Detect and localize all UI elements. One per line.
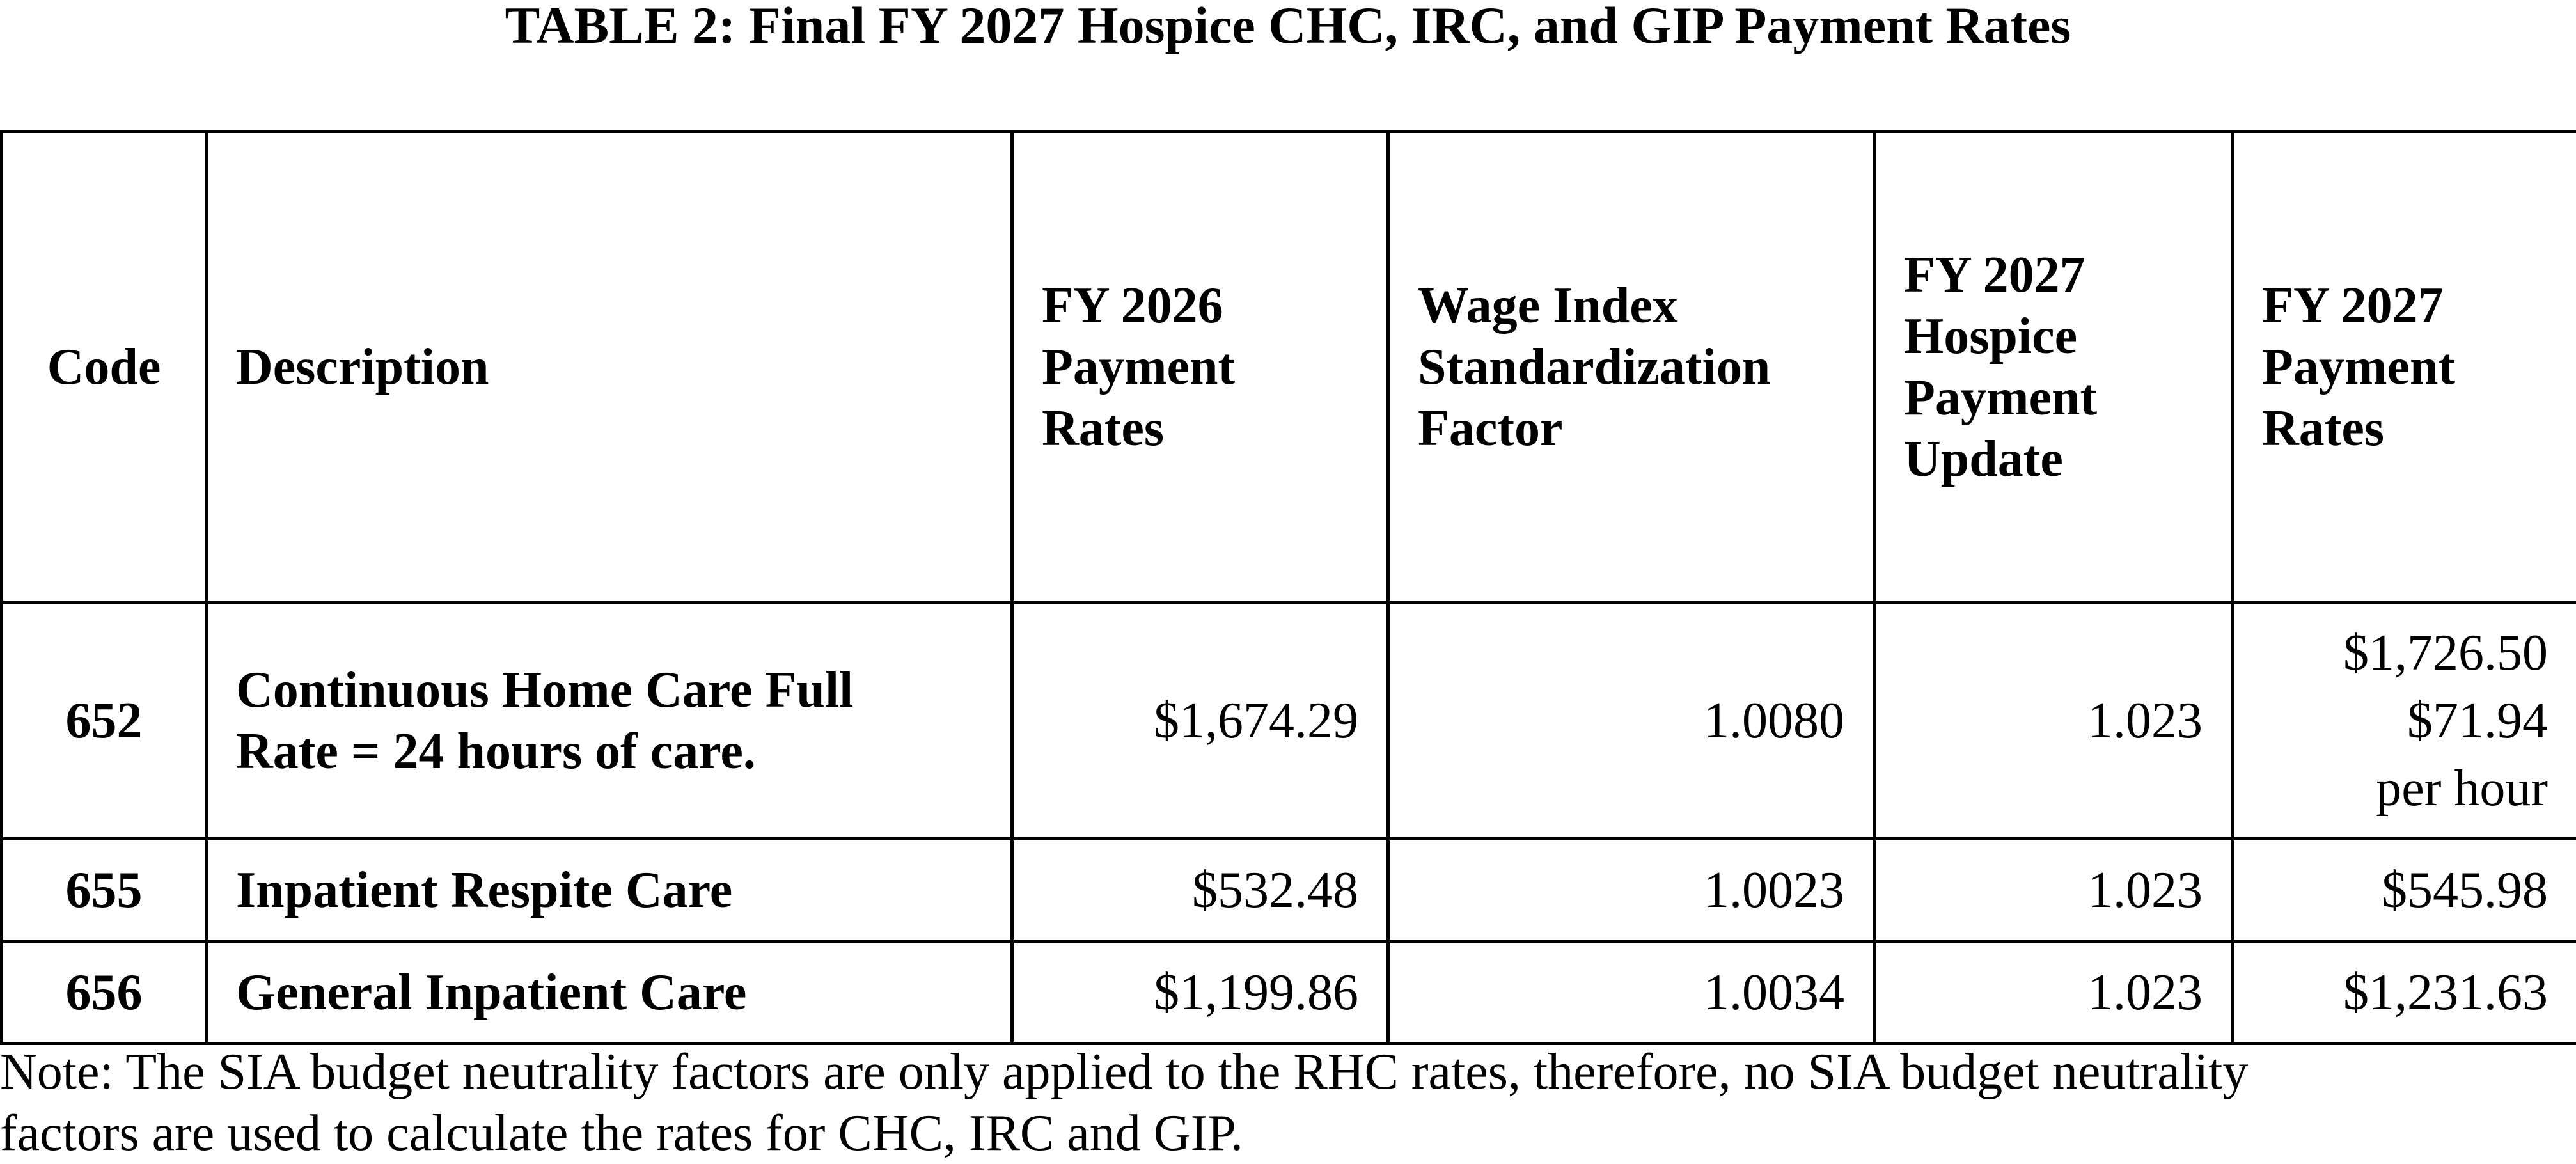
header-update-line-2: Hospice: [1904, 308, 2077, 365]
description-cell: General Inpatient Care: [207, 941, 1012, 1044]
header-fy2027-rates: [2233, 132, 2576, 602]
header-description: [207, 132, 1012, 602]
table-row: [2, 839, 2576, 941]
header-code-label: Code: [47, 339, 161, 395]
note-line-2: factors are used to calculate the rates for CHC, IRC and GIP.: [0, 1105, 1243, 1161]
payment-update-cell: 1.023: [1874, 602, 2233, 839]
fy2027-rate-line-2: $71.94: [2407, 693, 2548, 749]
description-cell: [207, 602, 1012, 839]
table-row: [2, 941, 2576, 1044]
table-note: [0, 1041, 2494, 1164]
fy2027-rate-line-3: per hour: [2376, 760, 2548, 817]
header-update-line-1: FY 2027: [1904, 247, 2085, 303]
header-payment-update: [1874, 132, 2233, 602]
header-update-line-4: Update: [1904, 431, 2063, 487]
code-cell: 656: [2, 941, 207, 1044]
header-wage-index-factor: [1388, 132, 1874, 602]
wage-factor-cell: 1.0034: [1388, 941, 1874, 1044]
code-cell: 655: [2, 839, 207, 941]
header-fy2027-line-1: FY 2027: [2262, 278, 2444, 334]
description-cell: Inpatient Respite Care: [207, 839, 1012, 941]
header-fy2026-line-2: Payment: [1042, 339, 1235, 395]
header-wage-line-2: Standardization: [1418, 339, 1770, 395]
code-cell: 652: [2, 602, 207, 839]
fy2026-rate-cell: $532.48: [1012, 839, 1388, 941]
wage-factor-cell: 1.0023: [1388, 839, 1874, 941]
payment-update-cell: 1.023: [1874, 941, 2233, 1044]
fy2026-rate-cell: $1,199.86: [1012, 941, 1388, 1044]
note-line-1: Note: The SIA budget neutrality factors are only applied to the RHC rates, therefore, no SIA budget neutrality: [0, 1044, 2248, 1100]
header-fy2026-line-1: FY 2026: [1042, 278, 1223, 334]
fy2027-rate-cell: $545.98: [2233, 839, 2576, 941]
table-header-row: [2, 132, 2576, 602]
header-description-label: Description: [236, 339, 489, 395]
header-update-line-3: Payment: [1904, 370, 2097, 426]
description-line-2: Rate = 24 hours of care.: [236, 723, 756, 780]
fy2026-rate-cell: $1,674.29: [1012, 602, 1388, 839]
fy2027-rate-cell: $1,231.63: [2233, 941, 2576, 1044]
header-wage-line-3: Factor: [1418, 400, 1563, 457]
table-title: TABLE 2: Final FY 2027 Hospice CHC, IRC, and GIP Payment Rates: [0, 0, 2576, 58]
fy2027-rate-line-1: $1,726.50: [2343, 625, 2548, 681]
fy2027-rate-cell: [2233, 602, 2576, 839]
header-wage-line-1: Wage Index: [1418, 278, 1678, 334]
payment-update-cell: 1.023: [1874, 839, 2233, 941]
header-fy2027-line-3: Rates: [2262, 400, 2384, 457]
header-fy2026-line-3: Rates: [1042, 400, 1164, 457]
header-fy2027-line-2: Payment: [2262, 339, 2455, 395]
header-code: [2, 132, 207, 602]
wage-factor-cell: 1.0080: [1388, 602, 1874, 839]
header-fy2026-rates: [1012, 132, 1388, 602]
payment-rates-table: [0, 130, 2576, 1045]
description-line-1: Continuous Home Care Full: [236, 662, 853, 718]
table-row: [2, 602, 2576, 839]
